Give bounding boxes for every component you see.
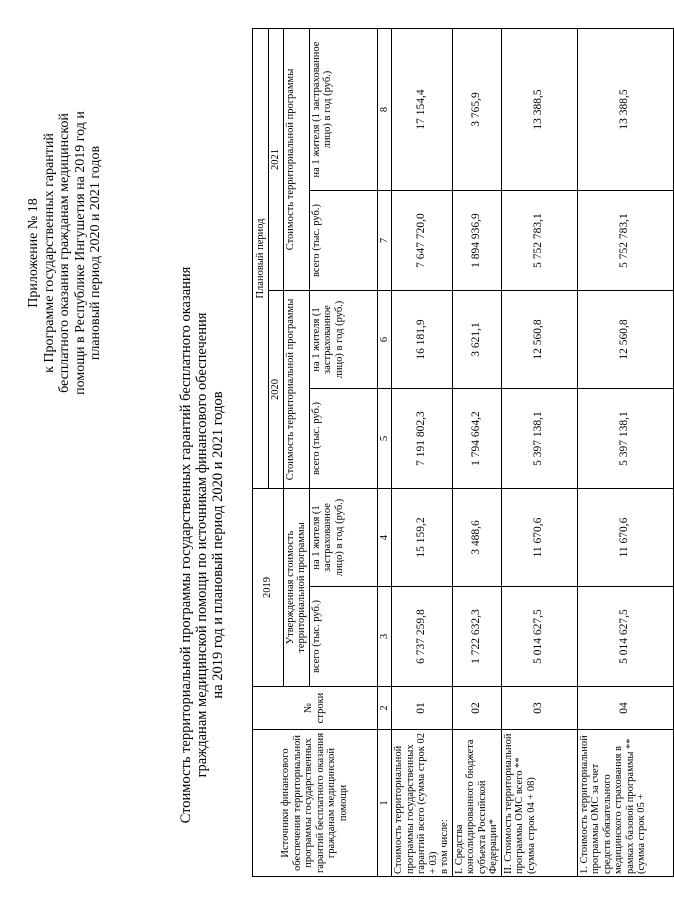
- value-2021-per-capita: 3 765,9: [452, 29, 501, 191]
- header-total-2021: всего (тыс. руб.): [309, 191, 377, 291]
- table-row: [452, 29, 501, 877]
- table-row: [501, 29, 577, 877]
- row-source-name: 1. Стоимость территориальной программы ОМС за счет средств обязательного медицинского страхования в рамках базовой программы ** (сумма строк 05 +: [577, 730, 673, 877]
- appendix-line: Приложение № 18: [26, 198, 41, 308]
- value-2021-total: 5 752 783,1: [577, 191, 673, 291]
- appendix-line: помощи в Республике Ингушетия на 2019 год и: [72, 111, 88, 395]
- header-per-capita-2020: на 1 жителя (1 застрахованное лицо) в год (руб.): [309, 291, 377, 389]
- row-source-name: [392, 730, 453, 877]
- column-number: 5: [377, 389, 392, 489]
- document-title: [178, 185, 226, 905]
- row-number: 04: [577, 687, 673, 730]
- value-2021-total: 1 894 936,9: [452, 191, 501, 291]
- appendix-header: [26, 88, 104, 418]
- value-2019-total: 5 014 627,5: [501, 587, 577, 687]
- column-number: 4: [377, 489, 392, 587]
- column-number: 7: [377, 191, 392, 291]
- title-line: на 2019 год и плановый период 2020 и 2021 годов: [210, 391, 226, 699]
- value-2020-per-capita: 12 560,8: [577, 291, 673, 389]
- value-2020-per-capita: 16 181,9: [392, 291, 453, 389]
- value-2019-total: 5 014 627,5: [577, 587, 673, 687]
- value-2019-per-capita: 3 488,6: [452, 489, 501, 587]
- value-2020-total: 5 397 138,1: [577, 389, 673, 489]
- value-2021-per-capita: 13 388,5: [501, 29, 577, 191]
- value-2019-per-capita: 11 670,6: [577, 489, 673, 587]
- row-number: 01: [392, 687, 453, 730]
- header-total-2019: всего (тыс. руб.): [309, 587, 377, 687]
- header-planned-period: Плановый период: [253, 29, 269, 489]
- header-cost-2020: Стоимость территориальной программы: [283, 291, 309, 489]
- row-source-text: Стоимость территориальной программы государственных гарантий всего (сумма строк 02 + 03): [393, 733, 439, 874]
- header-year-2021: 2021: [269, 29, 284, 291]
- header-year-2019: 2019: [253, 489, 284, 687]
- column-number: 6: [377, 291, 392, 389]
- header-per-capita-2021: на 1 жителя (1 застрахованное лицо) в год (руб.): [309, 29, 377, 191]
- value-2020-per-capita: 12 560,8: [501, 291, 577, 389]
- header-per-capita-2019: на 1 жителя (1 застрахованное лицо) в год (руб.): [309, 489, 377, 587]
- row-number: 03: [501, 687, 577, 730]
- value-2021-total: 7 647 720,0: [392, 191, 453, 291]
- row-source-name: I. Средства консолидированного бюджета субъекта Российской Федерации*: [452, 730, 501, 877]
- column-number: 2: [377, 687, 392, 730]
- title-line: гражданам медицинской помощи по источникам финансового обеспечения: [194, 312, 210, 778]
- row-note: в том числе:: [439, 819, 450, 874]
- value-2020-total: 7 191 802,3: [392, 389, 453, 489]
- cost-table: [252, 28, 674, 877]
- header-year-2020: 2020: [269, 291, 284, 489]
- table-row: [392, 29, 453, 877]
- value-2021-per-capita: 13 388,5: [577, 29, 673, 191]
- value-2019-total: 1 722 632,3: [452, 587, 501, 687]
- appendix-line: к Программе государственных гарантий: [41, 133, 57, 373]
- value-2020-total: 5 397 138,1: [501, 389, 577, 489]
- table-row: [577, 29, 673, 877]
- value-2019-total: 6 737 259,8: [392, 587, 453, 687]
- value-2020-total: 1 794 664,2: [452, 389, 501, 489]
- appendix-line: плановый период 2020 и 2021 годов: [88, 145, 103, 361]
- value-2019-per-capita: 11 670,6: [501, 489, 577, 587]
- title-line: Стоимость территориальной программы государственных гарантий бесплатного оказания: [178, 266, 194, 824]
- row-source-name: II. Стоимость территориальной программы ОМС всего ** (сумма строк 04 + 08): [501, 730, 577, 877]
- header-approved-cost-2019: Утвержденная стоимость территориальной программы: [283, 489, 309, 687]
- column-number: 8: [377, 29, 392, 191]
- value-2019-per-capita: 15 159,2: [392, 489, 453, 587]
- row-number: 02: [452, 687, 501, 730]
- value-2020-per-capita: 3 621,1: [452, 291, 501, 389]
- header-cost-2021: Стоимость территориальной программы: [283, 29, 309, 291]
- header-total-2020: всего (тыс. руб.): [309, 389, 377, 489]
- appendix-line: бесплатного оказания гражданам медицинской: [57, 113, 72, 393]
- column-number: 1: [377, 730, 392, 877]
- value-2021-per-capita: 17 154,4: [392, 29, 453, 191]
- column-number: 3: [377, 587, 392, 687]
- header-source: Источники финансового обеспечения территориальной программы государственных гарантий бесплатного оказания гражданам медицинской помощи: [253, 730, 378, 877]
- value-2021-total: 5 752 783,1: [501, 191, 577, 291]
- header-row-number: № строки: [253, 687, 378, 730]
